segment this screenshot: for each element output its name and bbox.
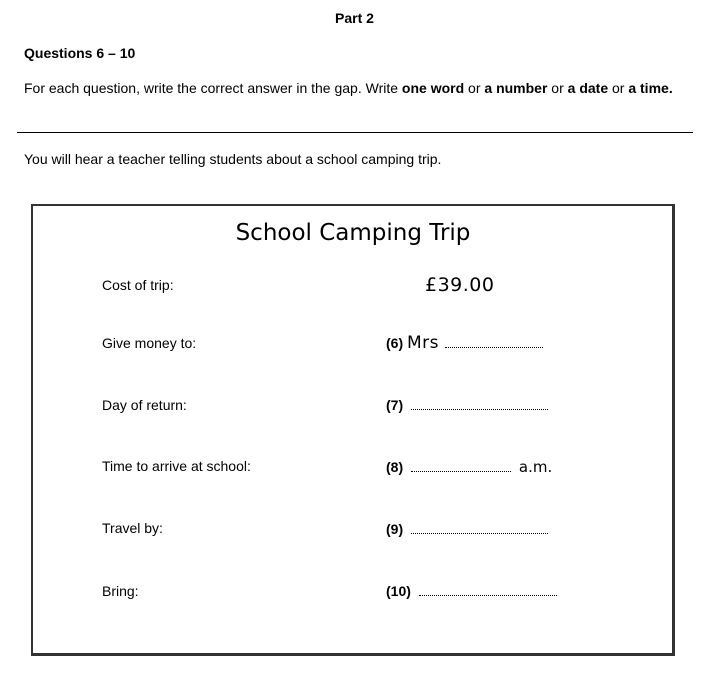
row-label-travel-by: Travel by: xyxy=(102,520,163,536)
answer-travel-by xyxy=(386,521,548,537)
question-number-6: (6) xyxy=(386,335,404,351)
answer-gap-6[interactable] xyxy=(445,337,543,348)
instructions xyxy=(24,80,674,97)
answer-arrive-time xyxy=(386,458,552,476)
row-label-arrive-time: Time to arrive at school: xyxy=(102,458,251,474)
question-number-10: (10) xyxy=(386,583,411,599)
instructions-separator: or xyxy=(608,80,629,96)
answer-gap-10[interactable] xyxy=(419,585,557,596)
part-title: Part 2 xyxy=(335,10,374,26)
question-number-7: (7) xyxy=(386,397,404,413)
answer-gap-7[interactable] xyxy=(411,399,548,410)
instructions-separator: or xyxy=(547,80,568,96)
answer-day-return xyxy=(386,397,548,413)
answer-gap-8[interactable] xyxy=(411,461,511,472)
instructions-separator: or xyxy=(464,80,485,96)
question-number-8: (8) xyxy=(386,459,404,475)
option-number: a number xyxy=(484,80,548,96)
question-number-9: (9) xyxy=(386,521,404,537)
option-one-word: one word xyxy=(401,80,465,96)
form-title: School Camping Trip xyxy=(235,220,471,246)
row-label-cost: Cost of trip: xyxy=(102,277,174,293)
prefill-mrs: Mrs xyxy=(407,333,440,353)
row-label-day-return: Day of return: xyxy=(102,397,187,413)
answer-give-money xyxy=(386,333,543,353)
section-divider xyxy=(17,132,693,133)
questions-heading: Questions 6 – 10 xyxy=(24,45,136,61)
answer-bring xyxy=(386,583,557,599)
row-label-give-money: Give money to: xyxy=(102,335,197,351)
context-text: You will hear a teacher telling students about a school camping trip. xyxy=(24,151,442,167)
row-label-bring: Bring: xyxy=(102,583,139,599)
answer-gap-9[interactable] xyxy=(411,523,548,534)
instructions-prefix: For each question, write the correct answer in the gap. Write xyxy=(24,80,402,96)
option-time: a time xyxy=(628,80,669,96)
answer-cost: £39.00 xyxy=(425,274,495,296)
instructions-suffix: . xyxy=(668,80,673,96)
suffix-am: a.m. xyxy=(518,458,553,476)
option-date: a date xyxy=(567,80,609,96)
